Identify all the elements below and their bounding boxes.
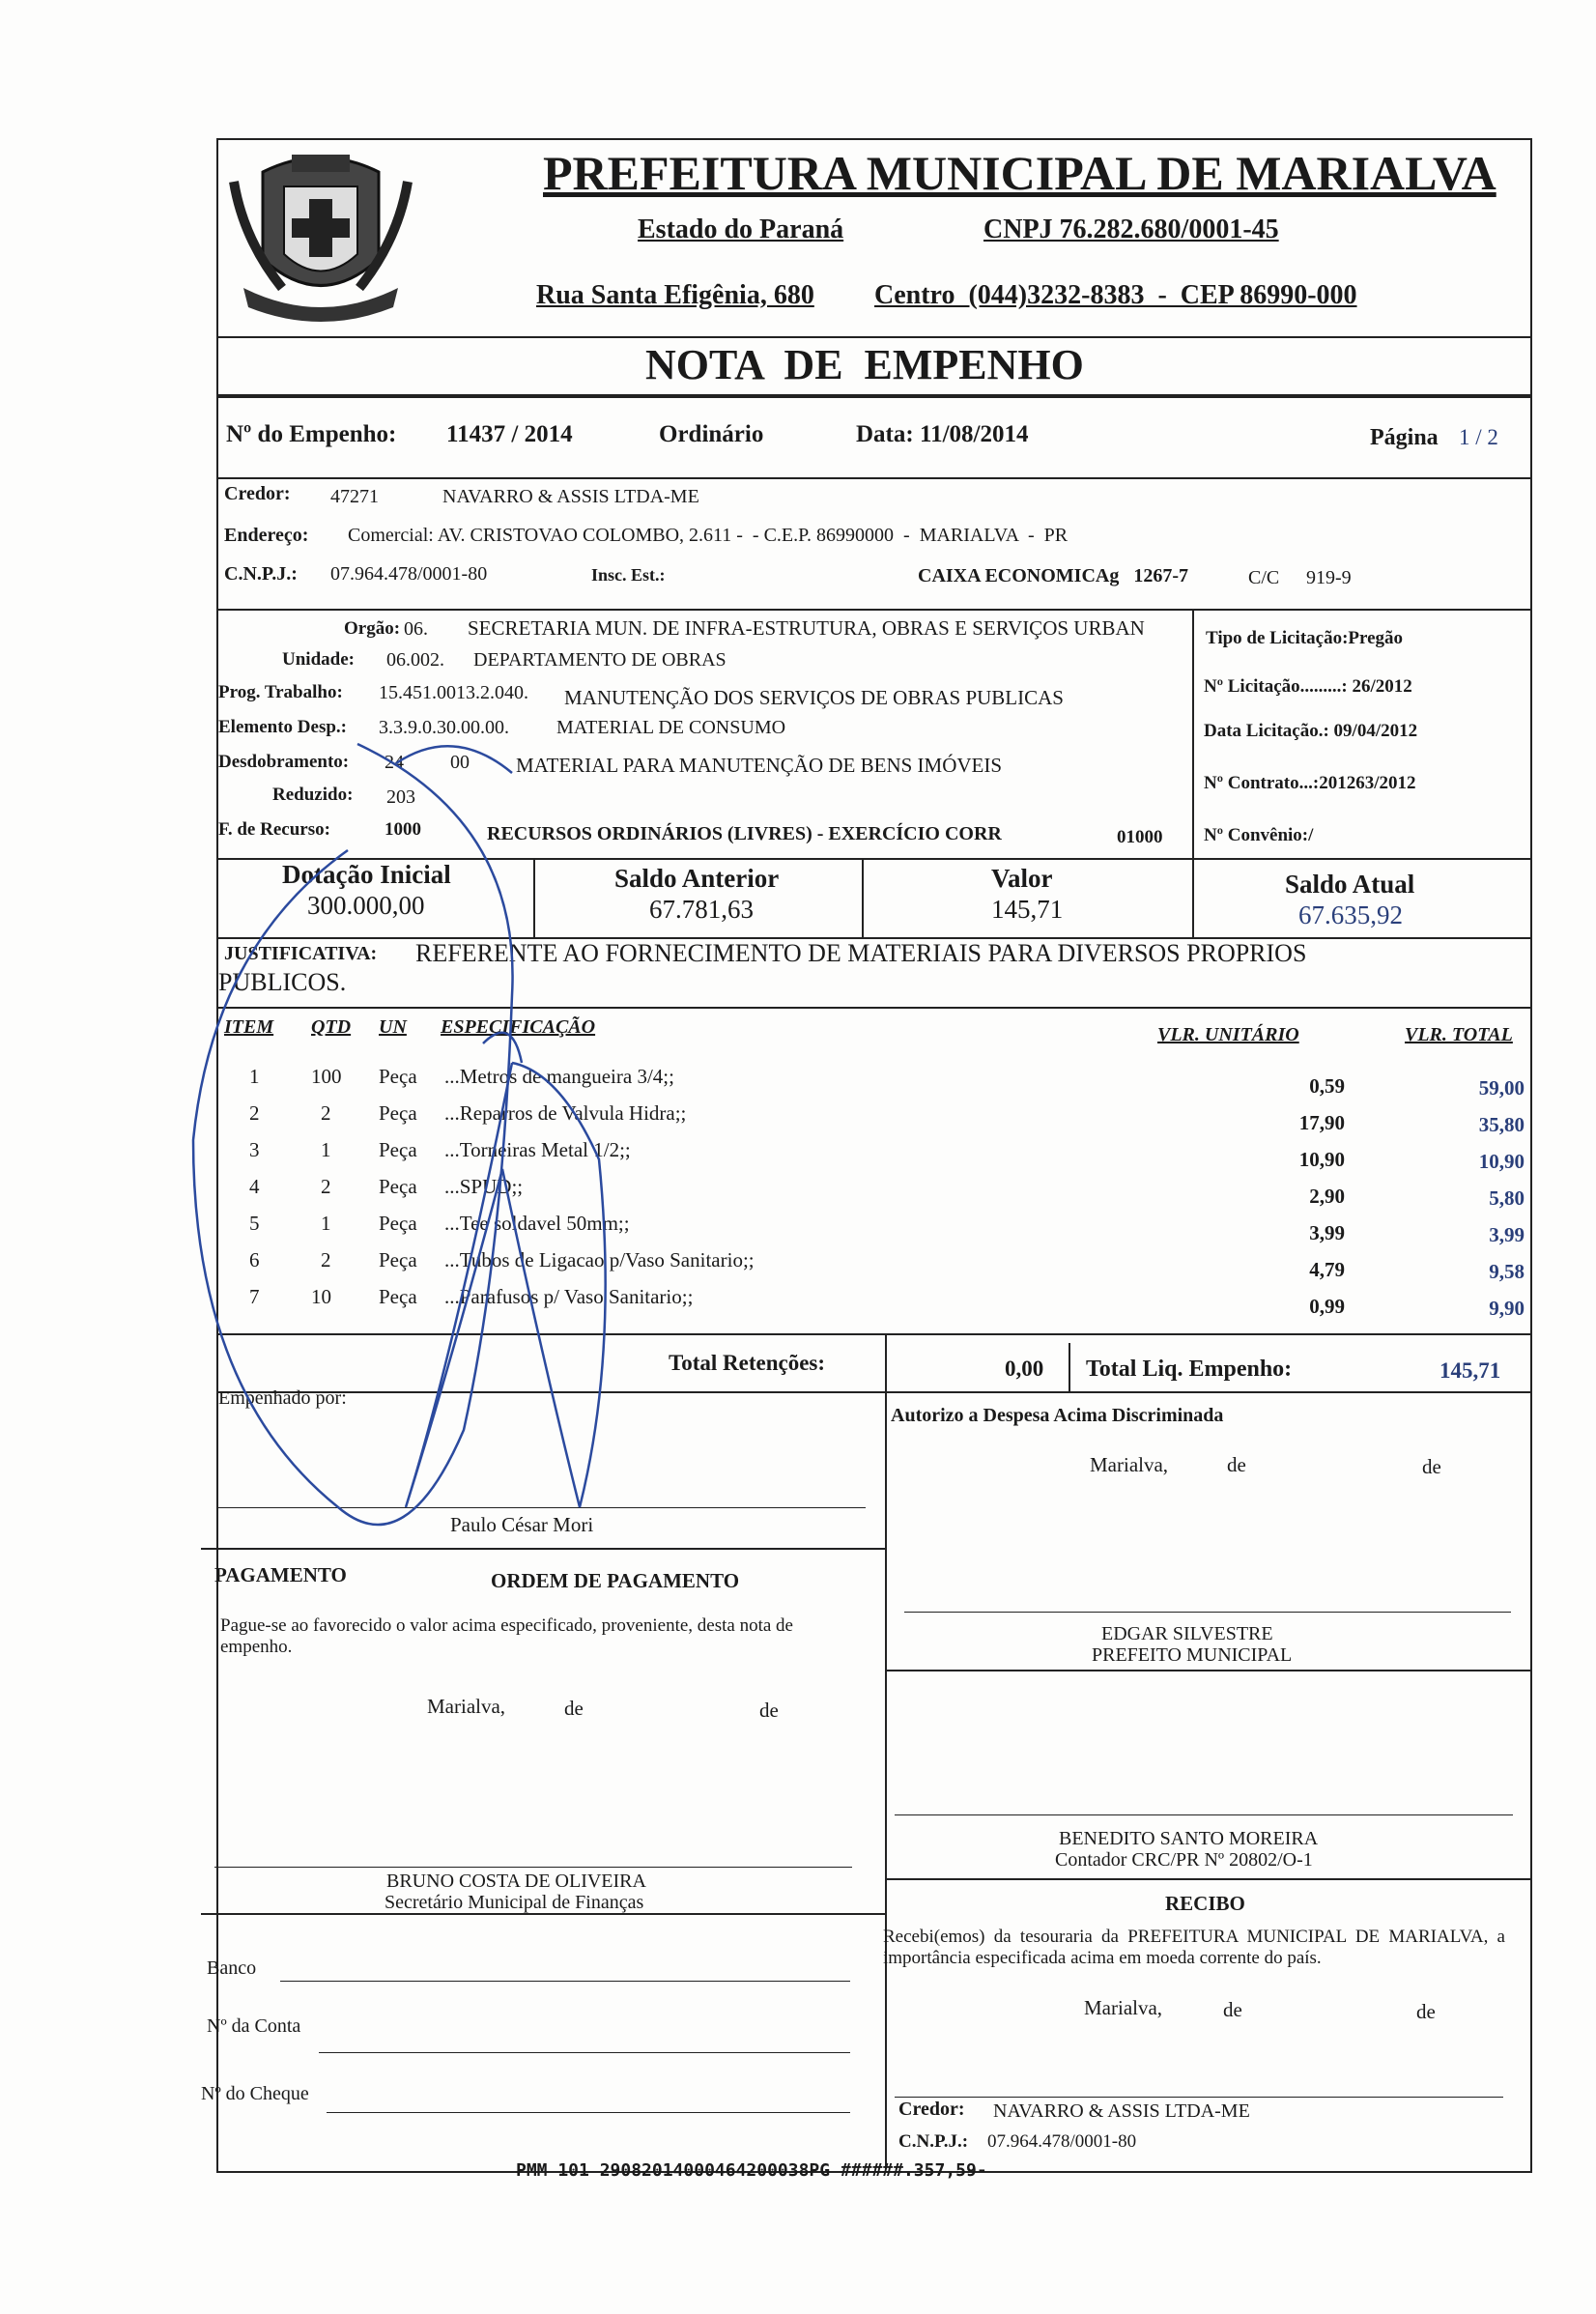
item-number: 2 (249, 1101, 260, 1125)
item-unit-value: 3,99 (1309, 1221, 1345, 1244)
item-qtd: 2 (321, 1248, 331, 1271)
autorizo-de-1: de (1227, 1453, 1246, 1476)
footer-code: PMM 101 29082014000464200038PG ######.357,59- (516, 2160, 987, 2181)
licitacao-data: Data Licitação.: 09/04/2012 (1204, 721, 1418, 741)
licitacao-tipo: Tipo de Licitação:Pregão (1206, 628, 1404, 648)
item-total-value: 35,80 (1478, 1113, 1525, 1136)
recurso-code: 1000 (385, 819, 421, 840)
page-title: PREFEITURA MUNICIPAL DE MARIALVA (543, 146, 1496, 200)
item-total-value: 59,00 (1478, 1076, 1525, 1100)
item-un: Peça (379, 1285, 417, 1308)
ordem-label: ORDEM DE PAGAMENTO (491, 1569, 740, 1592)
licitacao-convenio: Nº Convênio:/ (1204, 825, 1314, 845)
credor-label: Credor: (224, 483, 291, 504)
unidade-desc: DEPARTAMENTO DE OBRAS (473, 649, 727, 671)
reduzido-label: Reduzido: (272, 785, 354, 805)
cheque-label: Nº do Cheque (201, 2083, 309, 2104)
document-title: NOTA DE EMPENHO (645, 341, 1084, 388)
pagamento-de-1: de (564, 1697, 584, 1720)
liq-value: 145,71 (1439, 1358, 1501, 1383)
item-total-value: 9,90 (1489, 1297, 1525, 1320)
col-vlr-unitario: VLR. UNITÁRIO (1157, 1024, 1299, 1045)
autorizo-de-2: de (1422, 1455, 1441, 1478)
orgao-label: Orgão: (344, 618, 401, 639)
valor-value: 145,71 (991, 895, 1064, 924)
item-number: 4 (249, 1175, 260, 1198)
item-un: Peça (379, 1065, 417, 1088)
item-un: Peça (379, 1138, 417, 1161)
dotacao-label: Dotação Inicial (282, 860, 451, 889)
prog-code: 15.451.0013.2.040. (379, 682, 528, 703)
orgao-code: 06. (404, 618, 428, 640)
col-qtd: QTD (311, 1016, 352, 1038)
desdob-label: Desdobramento: (218, 752, 350, 772)
prog-label: Prog. Trabalho: (218, 682, 343, 702)
credor-code: 47271 (330, 486, 379, 507)
pagamento-de-2: de (759, 1699, 779, 1722)
empenho-date: Data: 11/08/2014 (856, 421, 1029, 447)
recibo-cnpj-label: C.N.P.J.: (898, 2131, 969, 2152)
prefeito-name: EDGAR SILVESTRE (1101, 1623, 1273, 1644)
col-especificacao: ESPECIFICAÇÃO (441, 1016, 596, 1038)
liq-label: Total Liq. Empenho: (1086, 1357, 1293, 1382)
page-label: Página (1370, 425, 1439, 450)
item-total-value: 9,58 (1489, 1260, 1525, 1283)
item-number: 3 (249, 1138, 260, 1161)
item-total-value: 10,90 (1478, 1150, 1525, 1173)
desdob-code: 24 (385, 752, 404, 773)
item-number: 5 (249, 1212, 260, 1235)
item-number: 6 (249, 1248, 260, 1271)
item-desc: ...Torneiras Metal 1/2;; (444, 1138, 631, 1161)
col-vlr-total: VLR. TOTAL (1405, 1024, 1513, 1045)
header-state: Estado do Paraná (638, 214, 844, 244)
item-un: Peça (379, 1101, 417, 1125)
item-unit-value: 4,79 (1309, 1258, 1345, 1281)
reduzido-code: 203 (386, 786, 415, 808)
pague-text: Pague-se ao favorecido o valor acima especificado, proveniente, desta nota de empenho. (220, 1615, 793, 1657)
item-qtd: 10 (311, 1285, 331, 1308)
elemento-desc: MATERIAL DE CONSUMO (556, 717, 786, 738)
item-number: 1 (249, 1065, 260, 1088)
recibo-de-1: de (1223, 1998, 1242, 2021)
item-desc: ...Tee soldavel 50mm;; (444, 1212, 630, 1235)
retencoes-value: 0,00 (1005, 1357, 1044, 1381)
item-un: Peça (379, 1212, 417, 1235)
saldo-anterior-value: 67.781,63 (649, 895, 754, 924)
recurso-desc: RECURSOS ORDINÁRIOS (LIVRES) - EXERCÍCIO CORR (487, 823, 1002, 844)
secretario-title: Secretário Municipal de Finanças (385, 1892, 644, 1913)
autorizo-text: Autorizo a Despesa Acima Discriminada (891, 1405, 1224, 1426)
item-un: Peça (379, 1175, 417, 1198)
saldo-atual-value: 67.635,92 (1298, 900, 1403, 929)
header-address: Rua Santa Efigênia, 680 (536, 280, 814, 310)
cc-value: 919-9 (1306, 567, 1352, 588)
saldo-anterior-label: Saldo Anterior (614, 864, 780, 893)
recibo-credor-label: Credor: (898, 2099, 965, 2120)
item-unit-value: 2,90 (1309, 1185, 1345, 1208)
item-qtd: 100 (311, 1065, 342, 1088)
credor-bank: CAIXA ECONOMICAg 1267-7 (918, 565, 1188, 586)
autorizo-place: Marialva, (1090, 1453, 1169, 1476)
valor-label: Valor (991, 864, 1053, 893)
cc-label: C/C (1248, 567, 1280, 588)
dotacao-value: 300.000,00 (307, 891, 425, 920)
item-desc: ...Parafusos p/ Vaso Sanitario;; (444, 1285, 694, 1308)
recurso-label: F. de Recurso: (218, 819, 330, 840)
recibo-de-2: de (1416, 2000, 1436, 2023)
item-unit-value: 0,59 (1309, 1074, 1345, 1098)
recibo-text: Recebi(emos) da tesouraria da PREFEITURA MUNICIPAL DE MARIALVA, a importância especificada acima em moeda corrente do país. (883, 1927, 1505, 1968)
empenho-type: Ordinário (659, 421, 764, 447)
recibo-place: Marialva, (1084, 1996, 1163, 2019)
item-unit-value: 17,90 (1298, 1111, 1345, 1134)
credor-address: Comercial: AV. CRISTOVAO COLOMBO, 2.611 - - C.E.P. 86990000 - MARIALVA - PR (348, 525, 1069, 546)
page-number: 1 / 2 (1459, 425, 1498, 449)
item-qtd: 1 (321, 1138, 331, 1161)
unidade-code: 06.002. (386, 649, 444, 671)
item-desc: ...SPUD;; (444, 1175, 524, 1198)
conta-label: Nº da Conta (207, 2015, 301, 2037)
banco-label: Banco (207, 1957, 257, 1979)
address-label: Endereço: (224, 525, 309, 546)
item-qtd: 1 (321, 1212, 331, 1235)
credor-cnpj: 07.964.478/0001-80 (330, 563, 488, 585)
prog-desc: MANUTENÇÃO DOS SERVIÇOS DE OBRAS PUBLICAS (564, 686, 1064, 709)
saldo-atual-label: Saldo Atual (1285, 870, 1415, 899)
contador-name: BENEDITO SANTO MOREIRA (1059, 1828, 1319, 1849)
item-unit-value: 10,90 (1298, 1148, 1345, 1171)
item-desc: ...Tubos de Ligacao p/Vaso Sanitario;; (444, 1248, 755, 1271)
retencoes-label: Total Retenções: (669, 1351, 826, 1375)
empenho-label: Nº do Empenho: (226, 421, 397, 447)
pagamento-place: Marialva, (427, 1695, 506, 1718)
elemento-code: 3.3.9.0.30.00.00. (379, 717, 509, 738)
col-item: ITEM (224, 1016, 274, 1038)
item-desc: ...Metros de mangueira 3/4;; (444, 1065, 674, 1088)
justificativa-text-2: PUBLICOS. (218, 968, 347, 996)
recibo-credor-name: NAVARRO & ASSIS LTDA-ME (993, 2100, 1250, 2122)
empenhado-name: Paulo César Mori (450, 1513, 594, 1536)
contador-title: Contador CRC/PR Nº 20802/O-1 (1055, 1849, 1313, 1871)
justificativa-text: REFERENTE AO FORNECIMENTO DE MATERIAIS PARA DIVERSOS PROPRIOS (415, 939, 1307, 967)
desdob-sub: 00 (450, 752, 470, 773)
credor-name: NAVARRO & ASSIS LTDA-ME (442, 486, 699, 507)
item-total-value: 5,80 (1489, 1186, 1525, 1210)
item-desc: ...Reparros de Valvula Hidra;; (444, 1101, 687, 1125)
secretario-name: BRUNO COSTA DE OLIVEIRA (386, 1871, 646, 1892)
item-total-value: 3,99 (1489, 1223, 1525, 1246)
recibo-cnpj-value: 07.964.478/0001-80 (987, 2131, 1137, 2152)
recurso-number: 01000 (1117, 827, 1163, 847)
licitacao-numero: Nº Licitação.........: 26/2012 (1204, 676, 1412, 697)
licitacao-contrato: Nº Contrato...:201263/2012 (1204, 773, 1416, 793)
cnpj-label: C.N.P.J.: (224, 563, 298, 585)
item-qtd: 2 (321, 1101, 331, 1125)
empenhado-label: Empenhado por: (218, 1387, 347, 1409)
col-un: UN (379, 1016, 407, 1038)
item-number: 7 (249, 1285, 260, 1308)
item-qtd: 2 (321, 1175, 331, 1198)
insc-label: Insc. Est.: (591, 565, 666, 585)
item-un: Peça (379, 1248, 417, 1271)
elemento-label: Elemento Desp.: (218, 717, 347, 737)
recibo-label: RECIBO (1165, 1892, 1245, 1915)
unidade-label: Unidade: (282, 649, 355, 670)
header-cnpj: CNPJ 76.282.680/0001-45 (983, 214, 1279, 244)
empenho-number: 11437 / 2014 (446, 421, 573, 447)
header-contact: Centro (044)3232-8383 - CEP 86990-000 (874, 280, 1357, 310)
item-unit-value: 0,99 (1309, 1295, 1345, 1318)
justificativa-label: JUSTIFICATIVA: (224, 943, 378, 964)
pagamento-label: PAGAMENTO (214, 1563, 347, 1586)
orgao-desc: SECRETARIA MUN. DE INFRA-ESTRUTURA, OBRAS E SERVIÇOS URBAN (468, 616, 1145, 640)
desdob-desc: MATERIAL PARA MANUTENÇÃO DE BENS IMÓVEIS (516, 754, 1003, 777)
prefeito-title: PREFEITO MUNICIPAL (1092, 1644, 1293, 1666)
